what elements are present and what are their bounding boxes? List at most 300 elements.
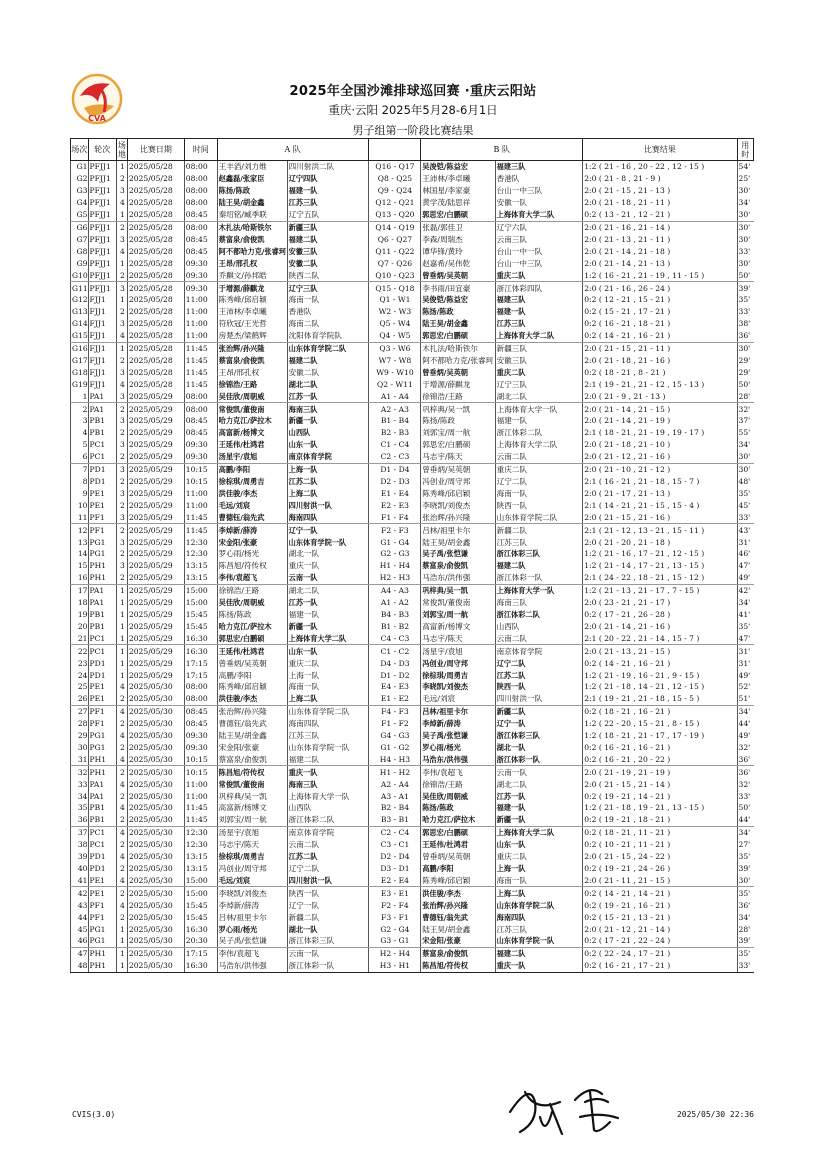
cell-time: 09:30: [184, 439, 217, 451]
cell-duration: 35': [737, 620, 754, 632]
cell-time: 11:45: [184, 511, 217, 523]
cell-round: PG1: [88, 730, 116, 742]
cell-team-b-name: 辽宁一队: [495, 718, 583, 730]
cell-date: 2025/05/28: [127, 366, 184, 378]
cell-team-a-players: 汤星宇/袁旭: [217, 451, 287, 463]
cell-team-b-name: 福建二队: [495, 947, 583, 959]
cell-team-b-name: 山东体育学院二队: [495, 511, 583, 523]
cell-round: PA1: [88, 778, 116, 790]
cell-team-b-name: 辽宁二队: [495, 476, 583, 488]
cell-team-b-name: 海南一队: [495, 487, 583, 499]
cell-team-b-name: 上海二队: [495, 887, 583, 899]
cell-team-a-players: 徐锦浩/王路: [217, 378, 287, 390]
cell-team-b-name: 江苏三队: [495, 923, 583, 935]
table-row: [71, 814, 754, 826]
cell-date: 2025/05/30: [127, 790, 184, 802]
cell-seed-pairing: F1 - F2: [368, 718, 421, 730]
cell-seed-pairing: G1 - G2: [368, 742, 421, 754]
cell-team-b-name: 海南一队: [495, 874, 583, 886]
cell-match-no: G19: [72, 379, 88, 389]
cell-court: 2: [116, 403, 127, 415]
cell-time: 12:30: [184, 548, 217, 560]
cell-match-no: 38: [71, 839, 89, 851]
cell-duration: 36': [737, 753, 754, 765]
cell-duration: 30': [737, 874, 754, 886]
cell-team-b-players: 吴浚铠/陈益宏: [421, 161, 495, 173]
cell-time: 20:30: [184, 935, 217, 947]
cell-team-b-name: 福建三队: [495, 294, 583, 306]
cell-seed-pairing: H1 - H4: [368, 560, 421, 572]
cell-court: 4: [116, 330, 127, 342]
cell-team-b-players: 张治辉/孙兴隆: [421, 511, 495, 523]
cell-team-a-players: 王延伟/杜鸿君: [217, 645, 287, 657]
cell-duration: 31': [737, 645, 754, 657]
cell-match-no: 14: [71, 548, 89, 560]
cell-court: 1: [116, 597, 127, 609]
cell-team-a-name: 云南一队: [287, 947, 368, 959]
cell-team-b-players: 巩梓典/吴一凯: [421, 584, 495, 596]
cell-date: 2025/05/28: [127, 269, 184, 281]
cell-match-no: G13: [72, 307, 88, 317]
cell-court: 4: [116, 753, 127, 765]
cell-match-no: 28: [71, 718, 89, 730]
cell-court: 2: [116, 476, 127, 488]
cell-team-a-players: 木扎法/哈斯铁尔: [217, 221, 287, 233]
cell-team-a-name: 海南四队: [287, 511, 368, 523]
cell-time: 09:30: [184, 269, 217, 281]
cell-date: 2025/05/29: [127, 548, 184, 560]
cell-seed-pairing: B1 - B4: [368, 415, 421, 427]
cell-round: FJJ1: [88, 355, 116, 367]
cell-score: 2:0 ( 21 - 9 , 21 - 13 ): [583, 390, 737, 402]
cell-round: FJJ1: [88, 318, 116, 330]
table-row: [71, 161, 754, 173]
cell-team-a-name: 新疆一队: [287, 620, 368, 632]
cell-duration: 55': [737, 427, 754, 439]
cell-time: 08:45: [184, 245, 217, 257]
cell-court: 4: [116, 245, 127, 257]
cell-team-a-name: 上海一队: [287, 669, 368, 681]
cell-match-no: 7: [71, 463, 89, 475]
cell-team-b-name: 重庆二队: [495, 463, 583, 475]
cell-duration: 30': [737, 257, 754, 269]
cell-date: 2025/05/28: [127, 330, 184, 342]
cell-duration: 43': [737, 524, 754, 536]
cell-team-a-name: 浙江体彩二队: [287, 814, 368, 826]
cell-team-b-players: 吕林/祖里卡尔: [421, 705, 495, 717]
cell-score: 2:1 ( 19 - 21 , 21 - 12 , 15 - 13 ): [583, 378, 737, 390]
cell-team-b-players: 吴子禹/张恺谦: [421, 730, 495, 742]
cell-team-a-players: 罗心雨/杨光: [217, 923, 287, 935]
cell-round: PD1: [88, 669, 116, 681]
cell-seed-pairing: D3 - D1: [368, 863, 421, 875]
cell-date: 2025/05/30: [127, 874, 184, 886]
table-row: [71, 439, 754, 451]
cell-team-b-players: 李焯新/薛涛: [421, 718, 495, 730]
cell-match-no: G11: [72, 283, 88, 293]
cell-round: PFJJ1: [88, 161, 116, 173]
cell-team-a-name: 江苏一队: [287, 390, 368, 402]
cell-round: PFJJ1: [88, 233, 116, 245]
cell-time: 08:00: [184, 197, 217, 209]
cell-seed-pairing: B3 - B1: [368, 814, 421, 826]
cell-seed-pairing: Q1 - W1: [368, 294, 421, 306]
table-row: [71, 209, 754, 221]
cell-team-b-name: 浙江体彩二队: [495, 609, 583, 621]
cell-match-no: 47: [71, 947, 89, 959]
cell-team-b-players: 王沛林/李卓曦: [421, 173, 495, 185]
cell-match-no: 43: [71, 899, 89, 911]
table-row: [71, 947, 754, 959]
cell-team-a-name: 辽宁四队: [287, 173, 368, 185]
cell-team-b-players: 陈扬/陈政: [421, 802, 495, 814]
cell-court: 3: [116, 366, 127, 378]
cell-time: 16:30: [184, 632, 217, 644]
cell-round: PF1: [88, 899, 116, 911]
cell-team-b-name: 山东体育学院一队: [495, 935, 583, 947]
cell-team-b-players: 陈扬/陈政: [421, 306, 495, 318]
table-row: [71, 911, 754, 923]
cell-match-no: 26: [71, 693, 89, 705]
cell-team-a-players: 高富新/杨博文: [217, 427, 287, 439]
cell-seed-pairing: E1 - E2: [368, 693, 421, 705]
cell-date: 2025/05/29: [127, 584, 184, 596]
cell-court: 2: [116, 524, 127, 536]
cell-team-a-players: 张治辉/孙兴隆: [217, 342, 287, 354]
cell-seed-pairing: A4 - A3: [368, 584, 421, 596]
cell-time: 08:45: [184, 209, 217, 221]
cell-time: 11:00: [184, 294, 217, 306]
table-row: [71, 790, 754, 802]
cell-team-b-name: 福建三队: [495, 161, 583, 173]
cell-round: PFJJ1: [88, 197, 116, 209]
cell-duration: 49': [737, 572, 754, 584]
cell-team-b-players: 蔡富泉/俞俊凯: [421, 947, 495, 959]
cell-seed-pairing: H2 - H4: [368, 947, 421, 959]
cell-date: 2025/05/30: [127, 681, 184, 693]
cell-time: 11:45: [184, 342, 217, 354]
cell-team-b-players: 陈秀峰/邱启颖: [421, 874, 495, 886]
cell-date: 2025/05/30: [127, 935, 184, 947]
cell-team-a-name: 海南一队: [287, 681, 368, 693]
cell-date: 2025/05/30: [127, 742, 184, 754]
cell-team-a-players: 李焯新/薛涛: [217, 899, 287, 911]
cell-date: 2025/05/29: [127, 572, 184, 584]
cell-duration: 35': [737, 947, 754, 959]
cell-match-no: 24: [71, 669, 89, 681]
cell-duration: 34': [737, 826, 754, 838]
cell-round: PE1: [88, 681, 116, 693]
cell-team-b-players: 于增源/薛麒龙: [421, 378, 495, 390]
cell-team-a-name: 南京体育学院: [287, 826, 368, 838]
cell-team-b-players: 郭思宏/白鹏硕: [421, 330, 495, 342]
cell-court: 2: [116, 790, 127, 802]
cell-match-no: 33: [71, 778, 89, 790]
cell-duration: 28': [737, 390, 754, 402]
cell-team-b-name: 新疆三队: [495, 342, 583, 354]
cell-time: 08:45: [184, 427, 217, 439]
results-table: [70, 138, 754, 973]
cell-team-b-name: 重庆二队: [495, 851, 583, 863]
cell-round: PFJJ1: [88, 185, 116, 197]
cell-match-no: 1: [71, 390, 89, 402]
cell-score: 0:2 ( 16 - 21 , 17 - 21 ): [583, 960, 737, 972]
cell-seed-pairing: G2 - G3: [368, 548, 421, 560]
cell-round: PH1: [88, 766, 116, 778]
cell-round: PE1: [88, 874, 116, 886]
cell-date: 2025/05/30: [127, 766, 184, 778]
cell-court: 2: [116, 814, 127, 826]
cell-team-a-name: 安徽二队: [287, 366, 368, 378]
cell-team-a-players: 蔡富泉/俞俊凯: [217, 233, 287, 245]
cell-team-a-players: 蔡富泉/俞俊凯: [217, 753, 287, 765]
cell-court: 2: [116, 427, 127, 439]
cell-team-a-name: 上海体育大学一队: [287, 790, 368, 802]
cell-round: PA1: [88, 390, 116, 402]
cell-score: 2:0 ( 21 - 15 , 21 - 11 ): [583, 342, 737, 354]
cell-team-a-players: 阿不都哈力克/张睿珂: [218, 246, 286, 256]
cell-round: PFJJ1: [88, 269, 116, 281]
cell-team-a-players: 吴佳欣/周朝威: [217, 597, 287, 609]
cell-time: 08:00: [184, 161, 217, 173]
cell-team-a-name: 福建一队: [287, 185, 368, 197]
cell-date: 2025/05/28: [127, 378, 184, 390]
cell-team-b-players: 徐棕琪/周勇吉: [421, 669, 495, 681]
cell-team-b-players: 常俊凯/董俊南: [421, 597, 495, 609]
cell-date: 2025/05/28: [127, 318, 184, 330]
table-row: [71, 185, 754, 197]
cell-team-b-name: 福建一队: [495, 306, 583, 318]
table-row: [71, 645, 754, 657]
cell-duration: 47': [737, 632, 754, 644]
cell-score: 1:2 ( 21 - 13 , 21 - 17 , 7 - 15 ): [583, 584, 737, 596]
cell-time: 08:00: [184, 390, 217, 402]
cell-match-no: G7: [71, 233, 89, 245]
cell-court: 1: [116, 632, 127, 644]
cell-court: 1: [116, 161, 127, 173]
table-row: [71, 584, 754, 596]
cell-team-b-name: 台山一中一队: [495, 245, 583, 257]
cell-date: 2025/05/29: [127, 669, 184, 681]
cell-seed-pairing: C1 - C4: [368, 439, 421, 451]
cell-seed-pairing: Q14 - Q19: [368, 221, 421, 233]
cell-round: PG1: [88, 923, 116, 935]
cell-duration: 35': [737, 294, 754, 306]
cell-time: 13:15: [184, 863, 217, 875]
cell-time: 11:45: [184, 355, 217, 367]
cell-score: 1:2 ( 21 - 18 , 14 - 21 , 12 - 15 ): [583, 681, 737, 693]
cell-duration: 32': [737, 742, 754, 754]
cell-score: 0:2 ( 19 - 21 , 14 - 21 ): [583, 790, 737, 802]
table-row: [71, 753, 754, 765]
cell-match-no: G10: [72, 270, 88, 280]
cell-duration: 30': [737, 342, 754, 354]
cell-match-no: 21: [71, 632, 89, 644]
table-row: [71, 487, 754, 499]
cell-team-a-players: 陈扬/陈政: [217, 185, 287, 197]
cell-round: PF1: [88, 911, 116, 923]
cell-match-no: 19: [71, 609, 89, 621]
cell-duration: 41': [737, 609, 754, 621]
cell-score: 1:2 ( 21 - 14 , 17 - 21 , 13 - 15 ): [583, 560, 737, 572]
cell-team-a-name: 湖北二队: [287, 584, 368, 596]
cell-team-b-name: 海南三队: [495, 597, 583, 609]
cell-court: 3: [116, 185, 127, 197]
cell-team-a-players: 王昂/邢孔权: [217, 366, 287, 378]
cell-score: 0:2 ( 16 - 21 , 18 - 21 ): [583, 318, 737, 330]
cell-score: 2:1 ( 20 - 22 , 21 - 14 , 15 - 7 ): [583, 632, 737, 644]
cell-score: 2:0 ( 21 - 17 , 21 - 13 ): [583, 487, 737, 499]
cell-team-b-players: 吴子禹/张恺谦: [421, 548, 495, 560]
cell-score: 0:2 ( 15 - 21 , 17 - 21 ): [583, 306, 737, 318]
cell-duration: 27': [737, 839, 754, 851]
cell-date: 2025/05/29: [127, 524, 184, 536]
cell-date: 2025/05/28: [127, 233, 184, 245]
cell-date: 2025/05/28: [127, 185, 184, 197]
cell-court: 3: [116, 282, 127, 294]
cell-team-a-players: 哈力克江/萨拉木: [217, 620, 287, 632]
cell-time: 11:00: [184, 499, 217, 511]
cell-team-a-players: 陈秀峰/邱启颖: [217, 294, 287, 306]
cell-date: 2025/05/29: [127, 451, 184, 463]
cell-match-no: 3: [71, 415, 89, 427]
cell-team-a-name: 重庆二队: [287, 657, 368, 669]
cell-match-no: G18: [72, 367, 88, 377]
cell-round: PF1: [88, 511, 116, 523]
cell-date: 2025/05/30: [127, 863, 184, 875]
cell-team-a-players: 吴子禹/张恺谦: [217, 935, 287, 947]
cell-score: 2:0 ( 21 - 12 , 21 - 14 ): [583, 923, 737, 935]
cell-team-b-players: 毛远/刘宸: [421, 693, 495, 705]
cell-team-b-name: 江苏三队: [495, 318, 583, 330]
cell-duration: 36': [737, 899, 754, 911]
table-row: [71, 330, 754, 342]
cell-seed-pairing: Q12 - Q21: [368, 197, 421, 209]
cell-date: 2025/05/29: [127, 511, 184, 523]
cell-time: 11:00: [184, 306, 217, 318]
cell-match-no: G15: [72, 331, 88, 341]
table-row: [71, 257, 754, 269]
cell-team-a-players: 赵鑫磊/张家臣: [217, 173, 287, 185]
cell-round: FJJ1: [88, 378, 116, 390]
cell-score: 0:2 ( 16 - 21 , 20 - 22 ): [583, 753, 737, 765]
cell-time: 09:30: [184, 451, 217, 463]
cell-team-b-players: 李伟/袁超飞: [421, 766, 495, 778]
table-row: [71, 609, 754, 621]
cell-duration: 45': [737, 499, 754, 511]
cell-date: 2025/05/28: [127, 197, 184, 209]
cell-team-b-players: 吕林/祖里卡尔: [421, 524, 495, 536]
cell-score: 0:2 ( 14 - 21 , 14 - 21 ): [583, 887, 737, 899]
cell-team-a-name: 上海二队: [287, 487, 368, 499]
table-row: [71, 511, 754, 523]
cell-match-no: 10: [71, 499, 89, 511]
cell-team-a-players: 陆王昊/胡金鑫: [217, 730, 287, 742]
cell-court: 1: [116, 657, 127, 669]
cell-seed-pairing: E3 - E1: [368, 887, 421, 899]
cell-duration: 33': [737, 960, 754, 972]
cell-round: PB1: [88, 415, 116, 427]
cell-time: 11:45: [184, 802, 217, 814]
cell-team-b-players: 高鹏/李阳: [421, 863, 495, 875]
cell-date: 2025/05/28: [127, 282, 184, 294]
cell-team-b-name: 浙江体彩三队: [495, 730, 583, 742]
table-row: [71, 269, 754, 281]
header-duration: 用时: [737, 139, 754, 161]
cell-team-b-players: 郭思宏/白鹏硕: [421, 209, 495, 221]
cell-score: 0:2 ( 17 - 21 , 22 - 24 ): [583, 935, 737, 947]
cell-court: 4: [116, 899, 127, 911]
cell-score: 2:0 ( 21 - 14 , 21 - 15 ): [583, 403, 737, 415]
cell-round: PFJJ1: [88, 221, 116, 233]
table-row: [71, 620, 754, 632]
cell-team-a-players: 宋金阳/张豪: [217, 742, 287, 754]
cell-match-no: 46: [71, 935, 89, 947]
table-row: [71, 524, 754, 536]
header-team-b: B 队: [421, 139, 583, 161]
cell-team-b-name: 南京体育学院: [495, 645, 583, 657]
cell-time: 11:45: [184, 524, 217, 536]
cell-duration: 30': [737, 221, 754, 233]
table-row: [71, 863, 754, 875]
cell-team-a-name: 海南三队: [287, 778, 368, 790]
cell-match-no: 15: [71, 560, 89, 572]
cell-date: 2025/05/28: [127, 342, 184, 354]
cell-date: 2025/05/29: [127, 427, 184, 439]
cell-time: 08:00: [184, 185, 217, 197]
cell-team-b-name: 辽宁三队: [495, 378, 583, 390]
cell-duration: 49': [737, 730, 754, 742]
cell-team-a-players: 曹德钰/翁先武: [217, 718, 287, 730]
table-row: [71, 390, 754, 402]
cell-score: 0:2 ( 13 - 21 , 12 - 21 ): [583, 209, 737, 221]
cell-team-a-name: 江苏三队: [287, 197, 368, 209]
cell-match-no: G9: [71, 257, 89, 269]
cell-match-no: 41: [71, 874, 89, 886]
cell-score: 0:2 ( 19 - 21 , 18 - 21 ): [583, 814, 737, 826]
cell-date: 2025/05/29: [127, 499, 184, 511]
cell-match-no: 25: [71, 681, 89, 693]
header-seed: [368, 139, 421, 161]
cell-seed-pairing: A1 - A2: [368, 597, 421, 609]
cell-duration: 44': [737, 718, 754, 730]
cell-team-a-name: 辽宁一队: [287, 899, 368, 911]
cell-score: 2:0 ( 21 - 14 , 21 - 16 ): [583, 620, 737, 632]
cell-date: 2025/05/29: [127, 632, 184, 644]
cell-team-b-name: 湖北二队: [495, 778, 583, 790]
cell-round: PB1: [88, 814, 116, 826]
cell-time: 16:30: [184, 923, 217, 935]
cell-court: 2: [116, 548, 127, 560]
cell-seed-pairing: Q10 - Q23: [368, 269, 421, 281]
cell-date: 2025/05/30: [127, 753, 184, 765]
cell-seed-pairing: Q7 - Q26: [368, 257, 421, 269]
cell-team-b-players: 李晓凯/刘俊杰: [421, 499, 495, 511]
cell-seed-pairing: Q2 - W11: [368, 378, 421, 390]
cell-team-b-players: 吴佳欣/周朝威: [421, 790, 495, 802]
cell-seed-pairing: Q16 - Q17: [368, 161, 421, 173]
cell-match-no: 44: [71, 911, 89, 923]
cell-team-a-name: 山西队: [287, 802, 368, 814]
table-row: [71, 597, 754, 609]
cell-seed-pairing: A2 - A3: [368, 403, 421, 415]
cell-court: 4: [116, 378, 127, 390]
cell-time: 11:45: [184, 378, 217, 390]
cell-court: 4: [116, 730, 127, 742]
cell-team-a-name: 云南一队: [287, 572, 368, 584]
cell-seed-pairing: F2 - F4: [368, 899, 421, 911]
cell-time: 13:15: [184, 851, 217, 863]
